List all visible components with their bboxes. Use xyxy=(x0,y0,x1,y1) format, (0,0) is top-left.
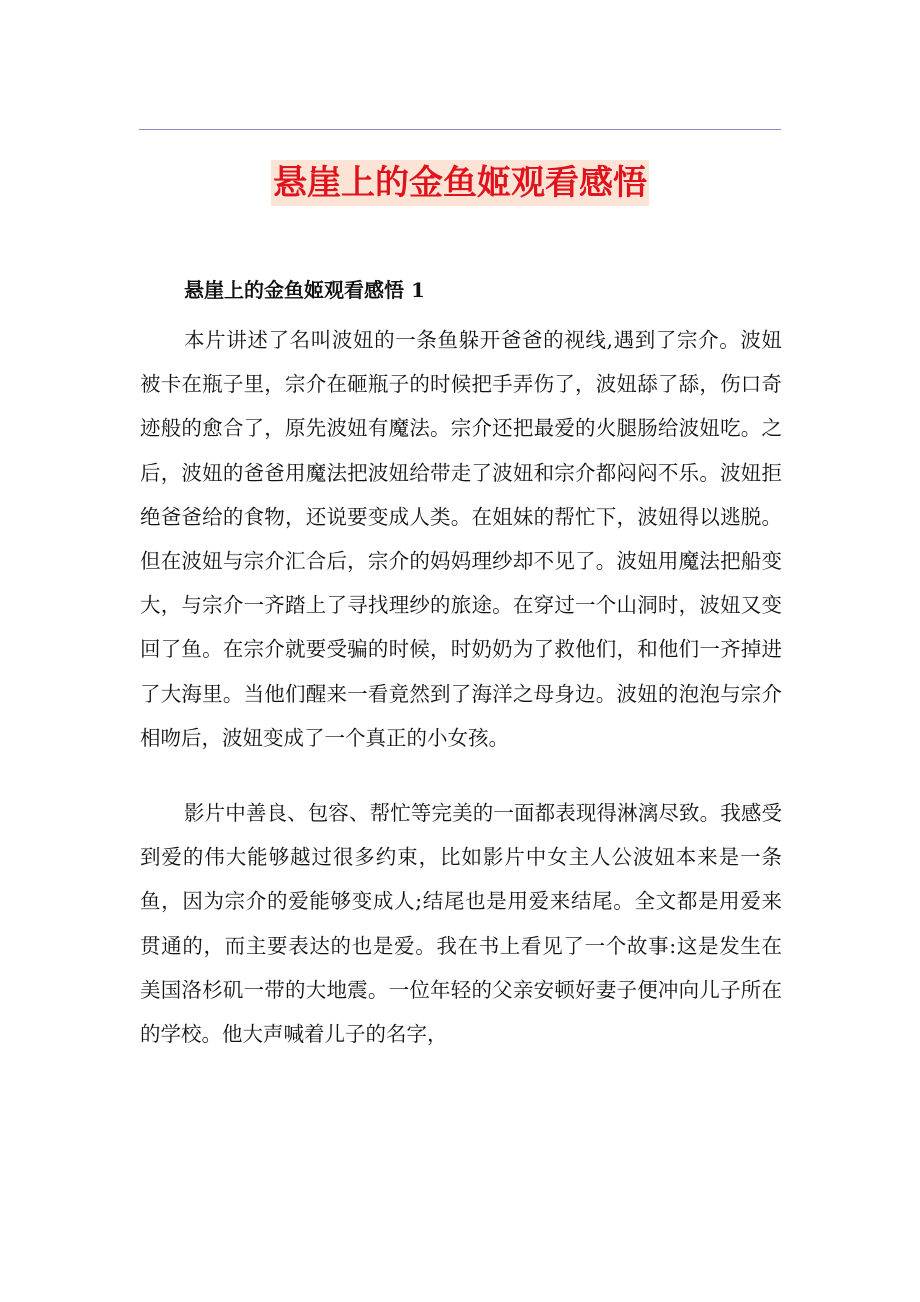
paragraph-1: 本片讲述了名叫波妞的一条鱼躲开爸爸的视线,遇到了宗介。波妞被卡在瓶子里，宗介在砸瓶子的时候把手弄伤了，波妞舔了舔，伤口奇迹般的愈合了，原先波妞有魔法。宗介还把最爱的火腿肠给波妞吃。之后，波妞的爸爸用魔法把波妞给带走了波妞和宗介都闷闷不乐。波妞拒绝爸爸给的食物，还说要变成人类。在姐妹的帮忙下，波妞得以逃脱。但在波妞与宗介汇合后，宗介的妈妈理纱却不见了。波妞用魔法把船变大，与宗介一齐踏上了寻找理纱的旅途。在穿过一个山洞时，波妞又变回了鱼。在宗介就要受骗的时候，时奶奶为了救他们，和他们一齐掉进了大海里。当他们醒来一看竟然到了海洋之母身边。波妞的泡泡与宗介相吻后，波妞变成了一个真正的小女孩。 xyxy=(140,328,782,750)
section-heading: 悬崖上的金鱼姬观看感悟 1 xyxy=(184,278,425,302)
title-container xyxy=(0,160,920,206)
paragraph-2: 影片中善良、包容、帮忙等完美的一面都表现得淋漓尽致。我感受到爱的伟大能够越过很多约束，比如影片中女主人公波妞本来是一条鱼，因为宗介的爱能够变成人;结尾也是用爱来结尾。全文都是用爱来贯通的，而主要表达的也是爱。我在书上看见了一个故事:这是发生在美国洛杉矶一带的大地震。一位年轻的父亲安顿好妻子便冲向儿子所在的学校。他大声喊着儿子的名字， xyxy=(140,801,782,1047)
document-title: 悬崖上的金鱼姬观看感悟 xyxy=(271,160,649,206)
document-body xyxy=(140,268,782,1087)
header-rule xyxy=(139,129,781,130)
